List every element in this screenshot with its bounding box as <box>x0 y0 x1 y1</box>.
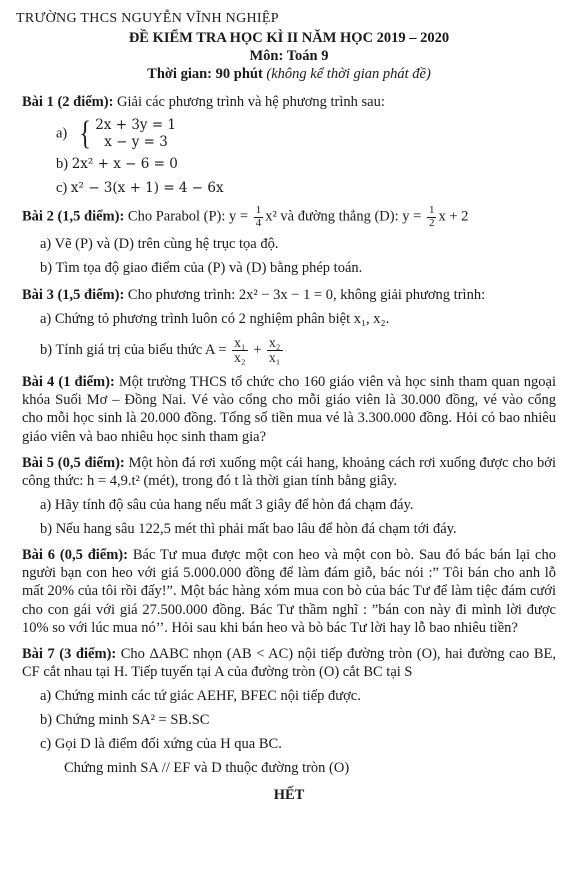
problem-1c-equation: x² − 3(x + 1) = 4 − 6x <box>70 180 224 197</box>
school-name: TRƯỜNG THCS NGUYỄN VĨNH NGHIỆP <box>16 11 279 26</box>
problem-1-text: Giải các phương trình và hệ phương trình sau: <box>113 93 385 110</box>
exam-duration: Thời gian: 90 phút <box>147 65 263 82</box>
problem-1b-equation: 2x² + x − 6 = 0 <box>71 156 178 172</box>
fraction-d-den: 2 <box>428 216 435 229</box>
problem-7b: b) Chứng minh SA² = SB.SC <box>40 712 210 729</box>
problem-5 <box>22 454 556 539</box>
fraction-a2 <box>267 336 282 365</box>
system-eq-1: 2x + 3y = 1 <box>95 117 177 134</box>
brace-icon: { <box>79 115 91 152</box>
equation-system <box>77 117 176 151</box>
problem-3b-text: b) Tính giá trị của biểu thức A = <box>40 341 231 358</box>
problem-5-text: Một hòn đá rơi xuống một cái hang, khoảng cách rơi xuống được cho bởi công thức: h = 4,9.t² (mét), trong đó t là thời gian tính bằng giây. <box>22 454 557 489</box>
problem-2-text-3: x + 2 <box>438 208 469 225</box>
problem-4 <box>22 373 556 446</box>
fraction-a1-den: x₂ <box>234 350 246 366</box>
problem-7-label: Bài 7 (3 điểm): <box>22 645 117 662</box>
system-eq-2: x − y = 3 <box>104 134 168 150</box>
fraction-p-num: 1 <box>255 204 262 217</box>
problem-3-label: Bài 3 (1,5 điểm): <box>22 286 125 303</box>
fraction-d <box>427 205 437 229</box>
problem-7a: a) Chứng minh các tứ giác AEHF, BFEC nội tiếp được. <box>40 688 361 705</box>
exam-time <box>22 65 556 83</box>
problem-1b-label: b) <box>56 156 69 172</box>
problem-7c-proof: Chứng minh SA // EF và D thuộc đường tròn (O) <box>64 760 350 777</box>
problem-4-text: Một trường THCS tổ chức cho 160 giáo viên và học sinh tham quan ngoại khóa Suối Mơ – Đồng Nai. Vé vào cổng cho mỗi giáo viên là 30.000 đồng, vé vào cổng cho mỗi học sinh là 20.000 đồng. Tổng số tiền mua vé là 3.300.000 đồng. Hỏi có bao nhiêu giáo viên và bao nhiêu học sinh tham gia? <box>22 374 557 445</box>
problem-1a <box>56 117 556 151</box>
problem-2 <box>22 205 556 277</box>
plus-sign: + <box>249 341 266 358</box>
exam-title: ĐỀ KIỂM TRA HỌC KÌ II NĂM HỌC 2019 – 2020 <box>128 29 450 46</box>
problem-5b: b) Nếu hang sâu 122,5 mét thì phải mất bao lâu để hòn đá chạm tới đáy. <box>40 521 457 538</box>
fraction-a2-num: x₂ <box>269 334 281 350</box>
problem-2a: a) Vẽ (P) và (D) trên cùng hệ trục tọa độ. <box>40 236 279 253</box>
problem-5a: a) Hãy tính độ sâu của hang nếu mất 3 giây để hòn đá chạm đáy. <box>40 496 414 513</box>
problem-2-label: Bài 2 (1,5 điểm): <box>22 208 125 225</box>
problem-5-label: Bài 5 (0,5 điểm): <box>22 454 125 471</box>
problem-1 <box>22 93 556 197</box>
problem-1-label: Bài 1 (2 điểm): <box>22 93 114 110</box>
problem-3b <box>40 336 556 365</box>
problem-6-text: Bác Tư mua được một con heo và một con bò. Sau đó bác bán lại cho người bạn con heo với giá 5.000.000 đồng để làm đám giỗ, bác nói :” Tôi bán cho anh lỗ mất 20% của tôi rồi đấy!”. Một bác hàng xóm mua con bò của bác Tư để làm tiệc đám cưới cho con gái với giá 27.500.000 đồng. Bác Tư thầm nghĩ : ”bán con này đi mình lời được 10% so với lúc mua nó’’. Hỏi sau khi bán heo và bò bác Tư lời hay lỗ bao nhiêu tiền? <box>22 547 556 636</box>
problem-2b: b) Tìm tọa độ giao điểm của (P) và (D) bằng phép toán. <box>40 260 363 277</box>
fraction-a1 <box>232 336 247 365</box>
problem-3-text: Cho phương trình: 2x² − 3x − 1 = 0, không giải phương trình: <box>124 286 486 303</box>
problem-3a: a) Chứng tỏ phương trình luôn có 2 nghiệm phân biệt x₁, x₂. <box>40 310 390 327</box>
fraction-p <box>254 205 264 229</box>
problem-1b <box>56 155 556 173</box>
problem-7 <box>22 645 556 778</box>
problem-6 <box>22 546 556 637</box>
fraction-a1-num: x₁ <box>234 334 246 350</box>
exam-time-note: (không kể thời gian phát đề) <box>266 65 431 82</box>
end-marker: HẾT <box>273 786 305 803</box>
problem-1c <box>56 179 556 197</box>
fraction-d-num: 1 <box>428 204 435 217</box>
problem-2-text-2: x² và đường thẳng (D): y = <box>265 208 425 225</box>
problem-6-label: Bài 6 (0,5 điểm): <box>22 547 128 564</box>
problem-1c-label: c) <box>56 180 68 197</box>
problem-4-label: Bài 4 (1 điểm): <box>22 374 115 391</box>
problem-7c: c) Gọi D là điểm đối xứng của H qua BC. <box>40 736 282 753</box>
fraction-a2-den: x₁ <box>269 350 281 366</box>
problem-3 <box>22 286 556 366</box>
problem-2-text-1: Cho Parabol (P): y = <box>124 208 252 225</box>
fraction-p-den: 4 <box>255 216 262 229</box>
exam-subject: Môn: Toán 9 <box>249 47 329 64</box>
problem-7-text: Cho ΔABC nhọn (AB < AC) nội tiếp đường tròn (O), hai đường cao BE, CF cắt nhau tại H. Tiếp tuyến tại A của đường tròn (O) cắt BC tại S <box>22 645 557 680</box>
problem-1a-label: a) <box>56 125 68 142</box>
